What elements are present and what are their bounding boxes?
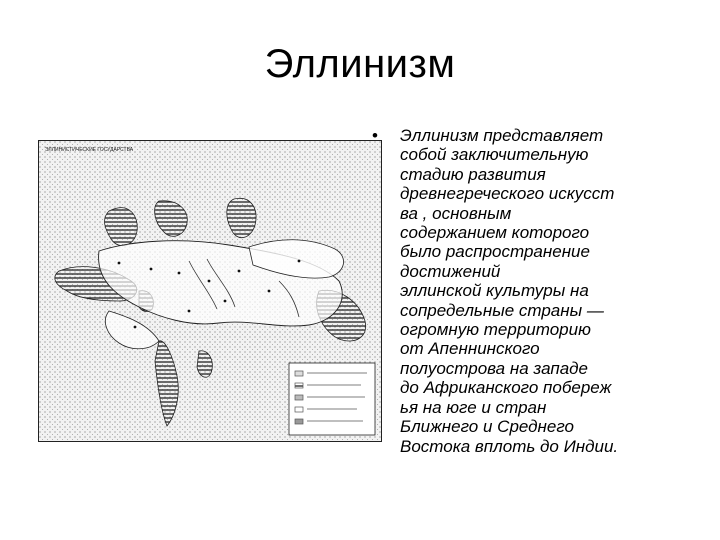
text-line: древнегреческого искусст (400, 184, 615, 204)
text-line: стадию развития (400, 164, 546, 184)
text-line: Ближнего и Среднего (400, 417, 575, 437)
bullet-marker: • (372, 126, 378, 145)
text-line: до Африканского побереж (400, 378, 612, 398)
text-line: эллинской культуры на (400, 281, 589, 301)
slide-title: Эллинизм (264, 42, 456, 86)
bullet-text (400, 126, 700, 456)
map-title: ЭЛЛИНИСТИЧЕСКИЕ ГОСУДАРСТВА (45, 147, 134, 153)
text-line: от Апеннинского (400, 339, 540, 359)
text-line: ья на юге и стран (400, 397, 547, 417)
text-line: содержанием которого (400, 223, 590, 243)
text-line: собой заключительную (400, 145, 589, 165)
hellenistic-map-image (38, 140, 382, 442)
text-line: было распространение (400, 242, 590, 262)
text-line: сопредельные страны — (400, 300, 604, 320)
text-line: полуострова на западе (400, 358, 589, 378)
text-line: Эллинизм представляет (400, 126, 604, 145)
text-line: ва , основным (400, 203, 512, 223)
text-line: огромную территорию (400, 320, 591, 340)
text-line: Востока вплоть до Индии. (400, 436, 619, 456)
text-line: достижений (400, 261, 501, 281)
